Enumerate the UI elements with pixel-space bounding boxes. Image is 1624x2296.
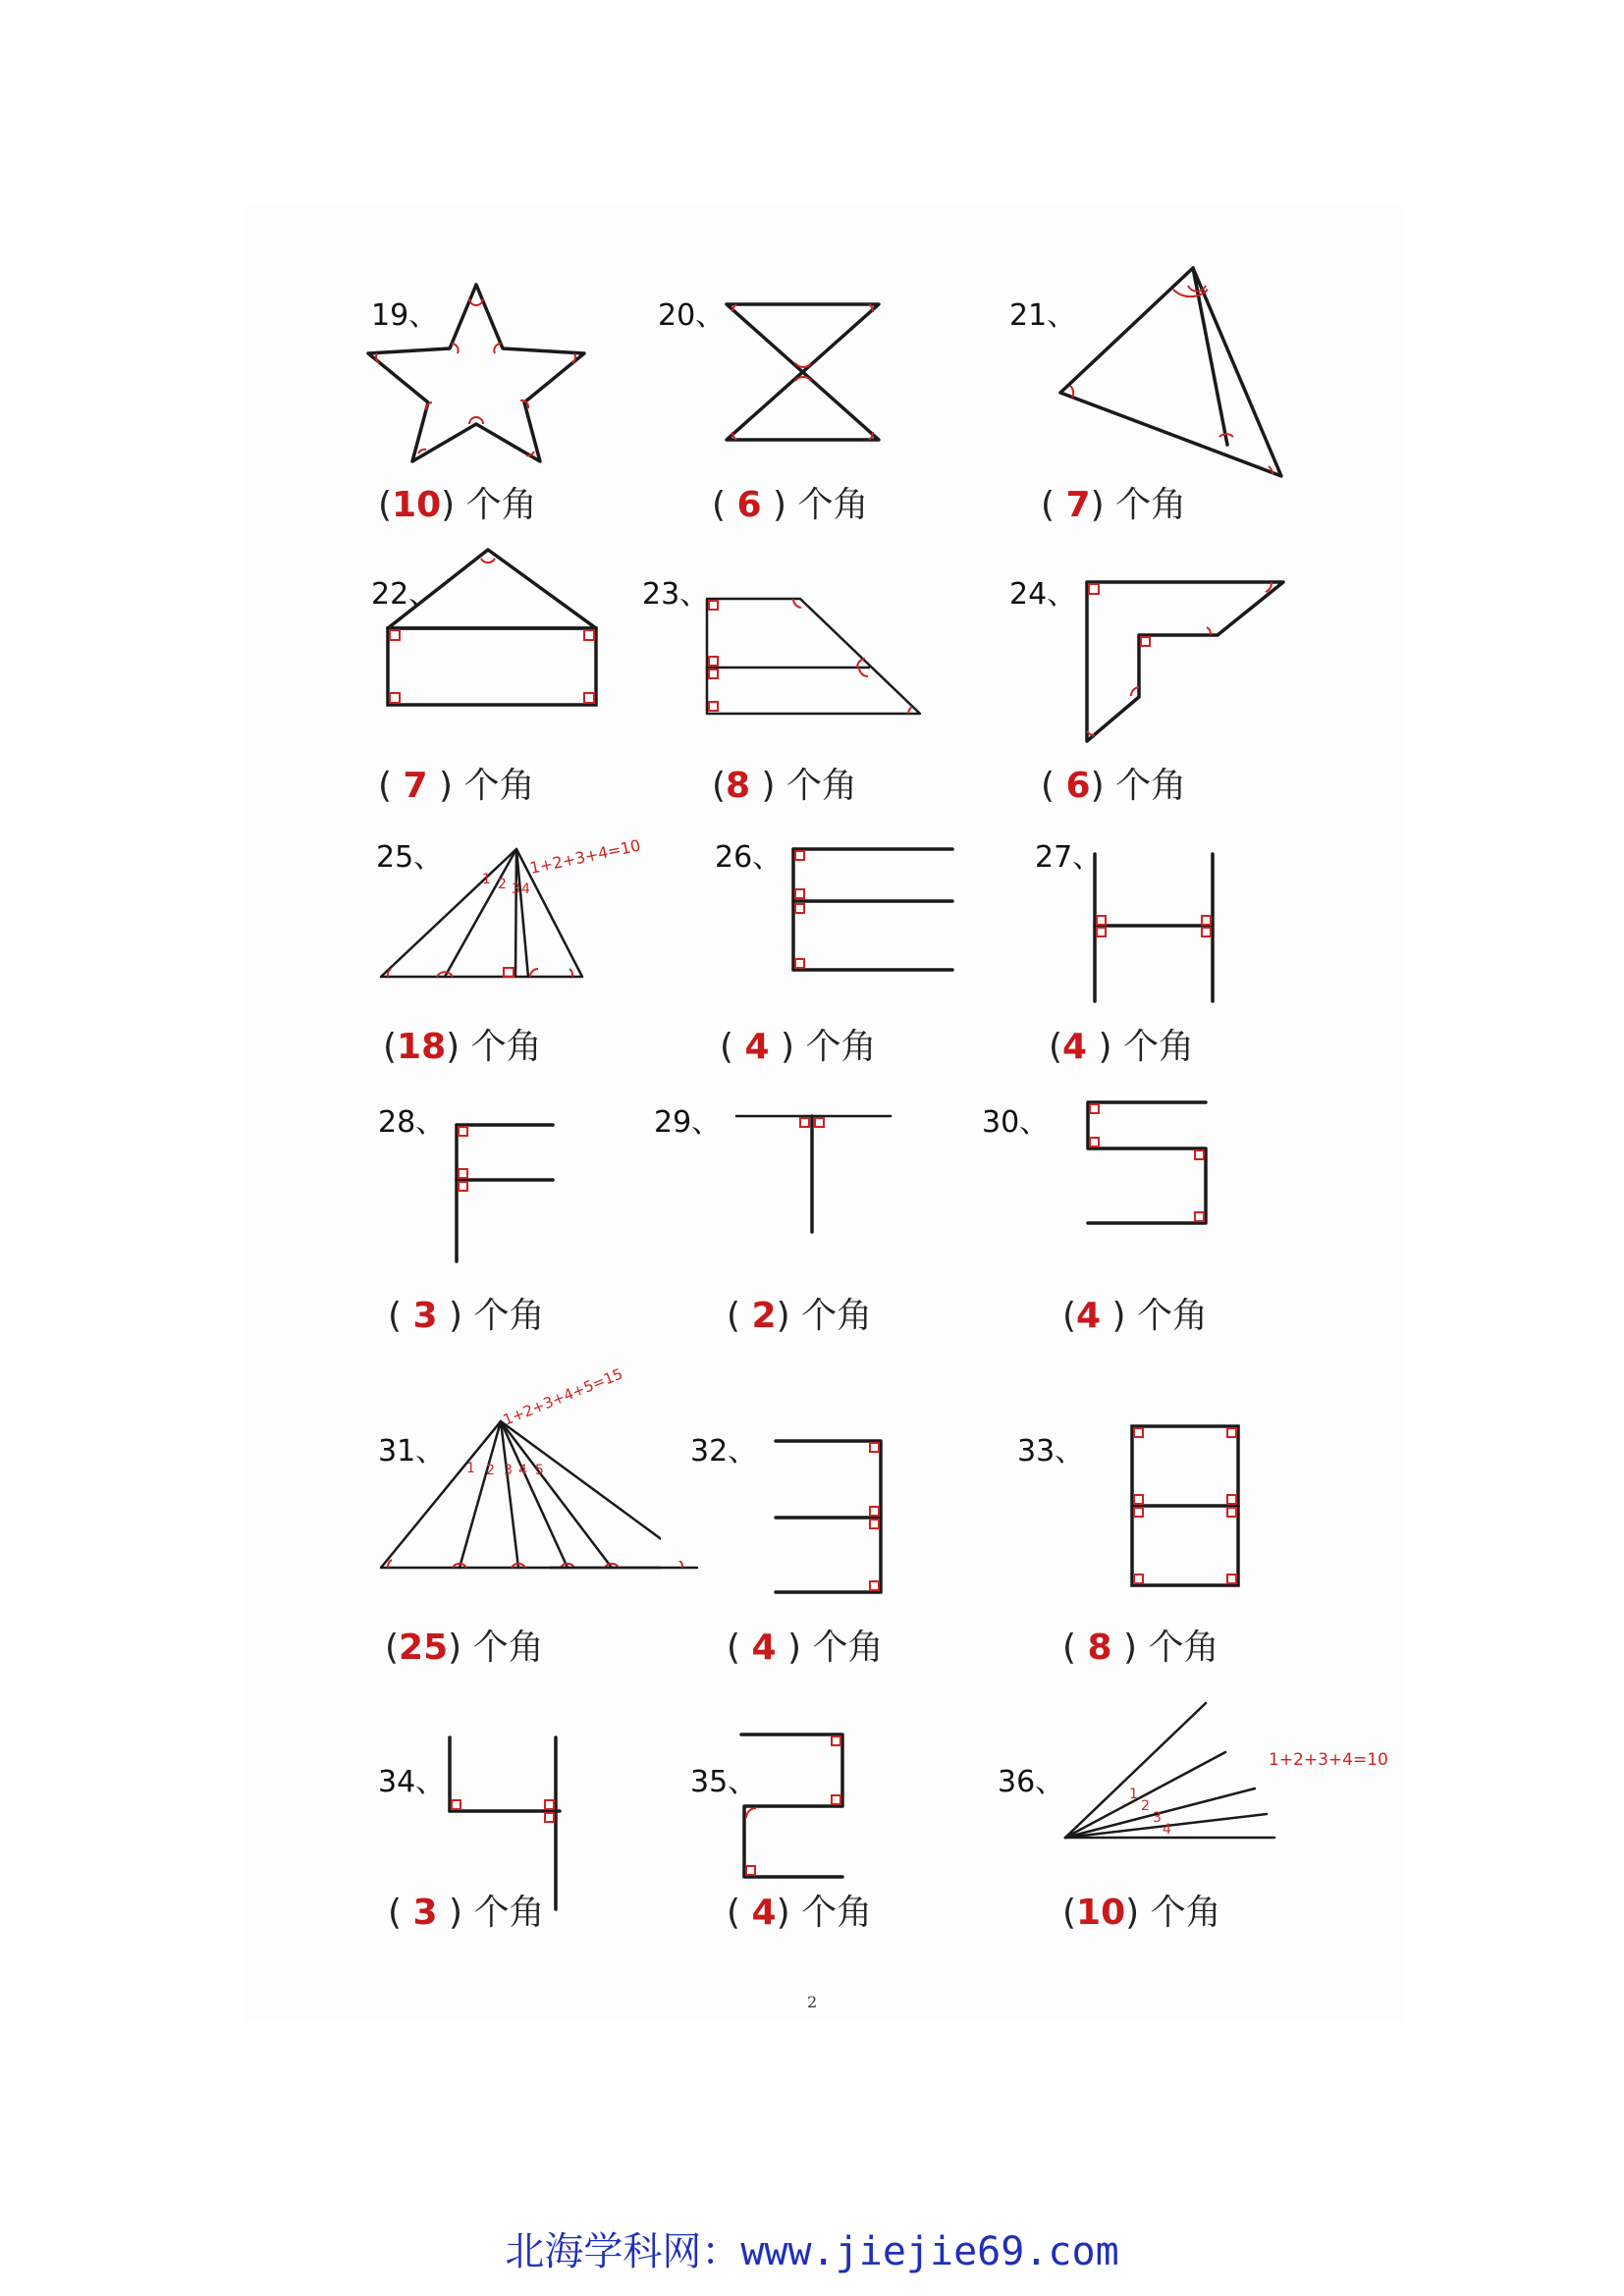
footer-watermark [0,2220,1624,2276]
answer-line: ( 4) 个角 [727,1893,873,1933]
triangle-base-extension [550,1561,717,1580]
problem-number: 32、 [690,1434,758,1468]
svg-text:2: 2 [1141,1798,1150,1814]
svg-text:1: 1 [466,1461,475,1476]
problem-number: 23、 [642,577,710,612]
svg-text:3: 3 [1153,1810,1162,1826]
problem-number: 30、 [982,1105,1050,1140]
answer-line: ( 8 ) 个角 [1062,1628,1219,1668]
footer-site[interactable]: www.jiejie69.com [740,2229,1119,2274]
answer-line: ( 7 ) 个角 [378,766,535,806]
problem-number: 26、 [715,840,783,875]
problem-number: 28、 [378,1105,446,1140]
answer-line: ( 6) 个角 [1041,766,1187,806]
answer-line: ( 7) 个角 [1041,485,1187,525]
svg-text:1: 1 [482,872,491,887]
answer-line: ( 3 ) 个角 [388,1893,545,1933]
answer-line: (4 ) 个角 [1049,1027,1195,1067]
answer-line: ( 2) 个角 [727,1296,873,1336]
hourglass-figure [717,294,884,452]
l-shape-figure [1075,574,1291,746]
svg-text:3: 3 [512,881,520,897]
handwritten-note: 1+2+3+4=10 [527,835,643,878]
problem-number: 21、 [1009,298,1077,333]
problem-number: 20、 [658,298,726,333]
fan-triangle-figure [376,1364,661,1575]
problem-number: 29、 [654,1105,722,1140]
problem-number: 19、 [371,298,439,333]
answer-line: ( 3 ) 个角 [388,1296,545,1336]
handwritten-note: 1+2+3+4=10 [1269,1750,1388,1770]
answer-line: (25) 个角 [385,1628,544,1668]
letter-t-figure [731,1104,898,1242]
problem-number: 24、 [1009,577,1077,612]
answer-line: (4 ) 个角 [1062,1296,1209,1336]
svg-text:4: 4 [521,881,530,897]
answer-line: ( 4 ) 个角 [727,1628,884,1668]
house-figure [378,545,609,712]
answer-line: (10) 个角 [1062,1893,1221,1933]
answer-line: ( 4 ) 个角 [720,1027,877,1067]
problem-number: 36、 [998,1765,1065,1799]
digit-2-figure [736,1730,859,1887]
problem-number: 33、 [1017,1434,1085,1468]
problem-number: 35、 [690,1765,758,1799]
fan-triangle-figure [376,834,661,987]
answer-line: (18) 个角 [383,1027,542,1067]
problem-number: 27、 [1035,840,1103,875]
digit-3-figure [771,1433,889,1600]
letter-e-figure [785,844,957,977]
letter-h-figure [1085,849,1222,1006]
svg-text:4: 4 [518,1463,527,1478]
problem-number: 31、 [378,1434,446,1468]
svg-text:2: 2 [486,1463,495,1478]
problem-number: 34、 [378,1765,446,1799]
handwritten-note: 1+2+3+4+5=15 [500,1364,625,1429]
letter-f-figure [447,1119,565,1266]
page-number: 2 [807,1993,818,2011]
triangle-figure [1051,260,1286,486]
svg-text:4: 4 [1163,1822,1171,1838]
digit-8-figure [1127,1421,1245,1593]
answer-line: ( 6 ) 个角 [712,485,869,525]
letter-s-figure [1078,1097,1216,1230]
svg-text:3: 3 [504,1463,513,1478]
answer-line: (8 ) 个角 [712,766,858,806]
star-figure [363,275,599,471]
svg-text:2: 2 [498,877,507,892]
problem-number: 25、 [376,840,444,875]
footer-label: 北海学科网： [505,2229,741,2274]
svg-text:1: 1 [1129,1787,1138,1802]
answer-line: (10) 个角 [378,485,537,525]
angle-fan-figure [1060,1698,1414,1845]
problem-number: 22、 [371,577,439,612]
trapezoid-figure [702,594,928,721]
svg-text:5: 5 [535,1463,544,1478]
